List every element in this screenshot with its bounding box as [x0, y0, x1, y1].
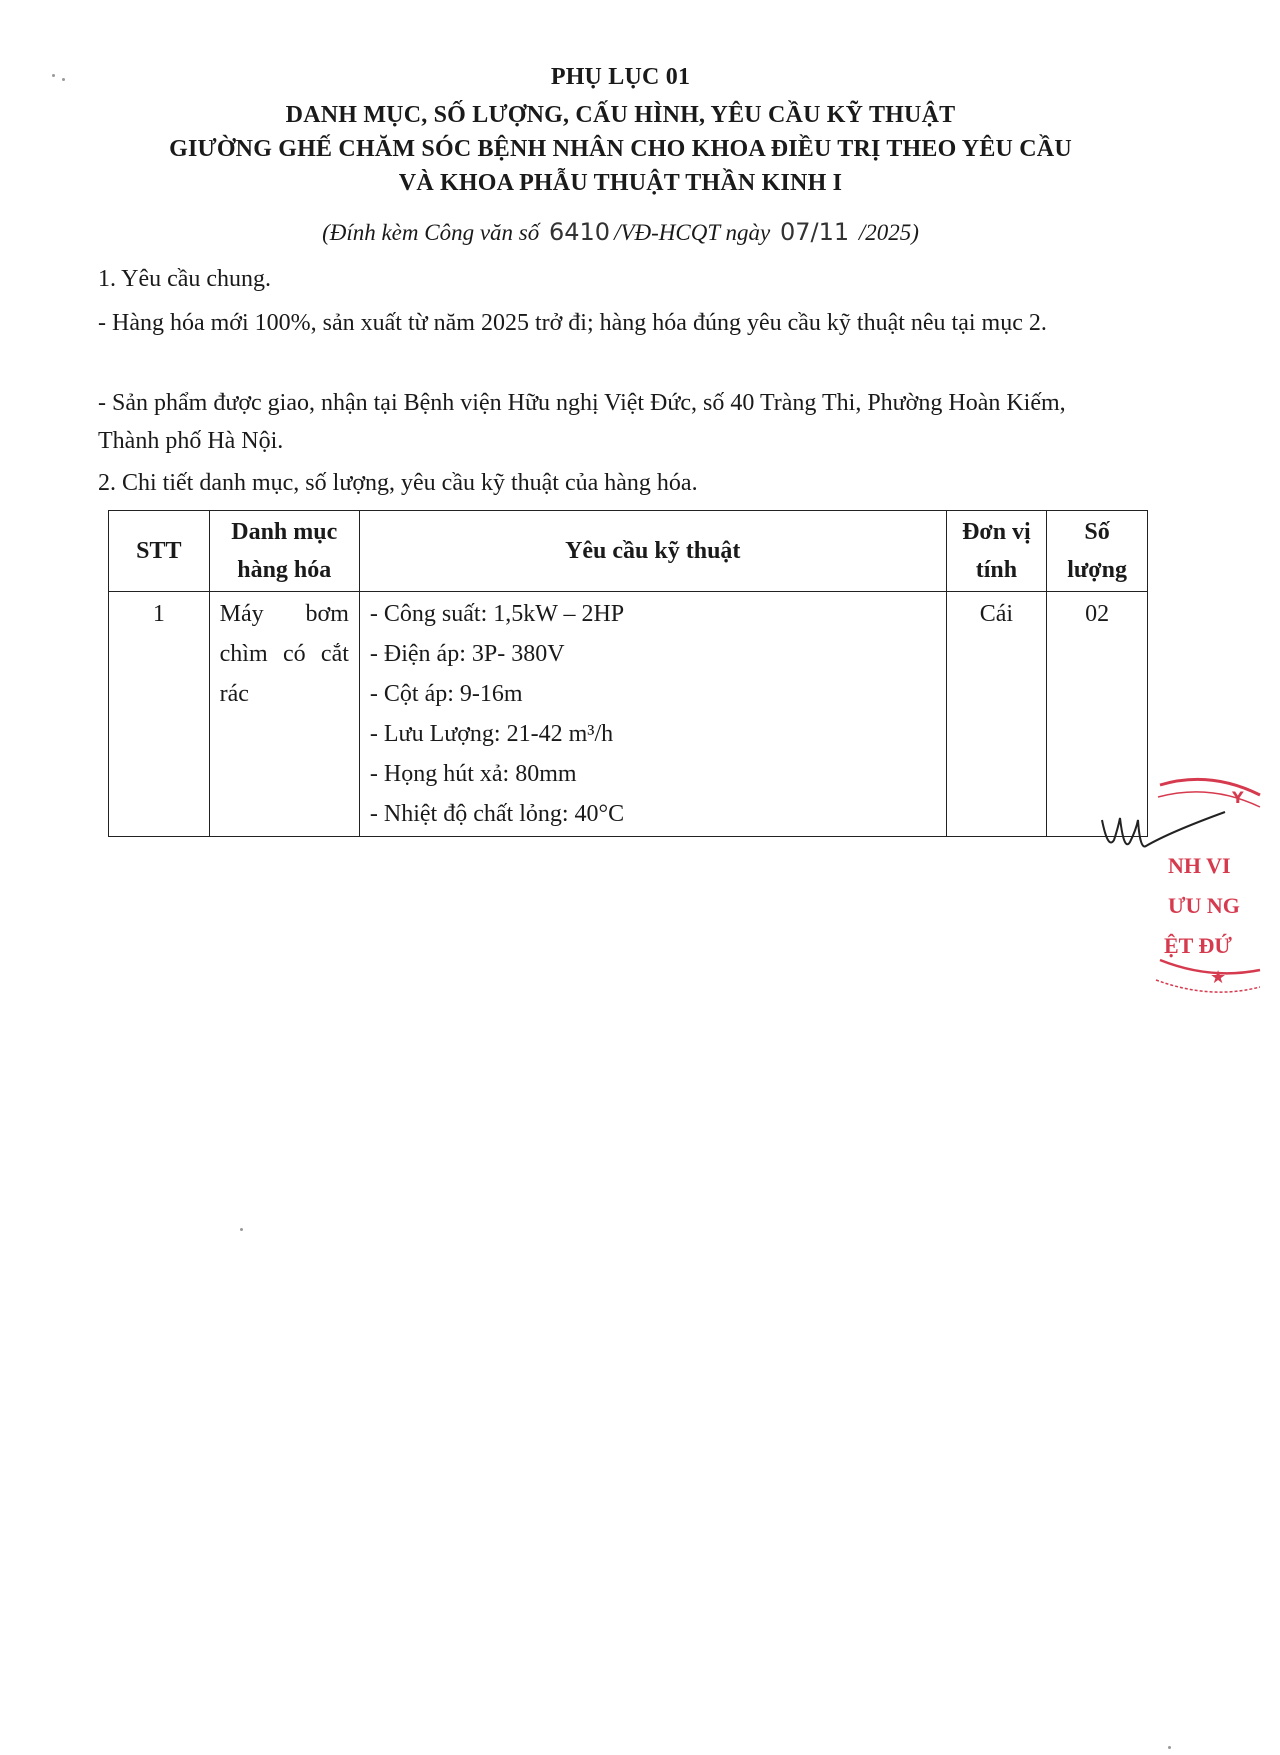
- req-flow: - Lưu Lượng: 21-42 m³/h: [369, 721, 614, 747]
- req-head: - Cột áp: 9-16m: [369, 681, 523, 707]
- header-unit-1: Đơn vị: [962, 519, 1031, 545]
- req-power: - Công suất: 1,5kW – 2HP: [369, 601, 625, 627]
- header-quantity: [1047, 511, 1148, 592]
- cell-quantity: 02: [1047, 592, 1148, 837]
- reference-line: [0, 218, 1241, 246]
- header-qty-2: lượng: [1067, 557, 1127, 583]
- heading-line-2: GIƯỜNG GHẾ CHĂM SÓC BỆNH NHÂN CHO KHOA ĐIỀU TRỊ THEO YÊU CẦU: [169, 136, 1072, 162]
- scan-speck: [240, 1228, 243, 1231]
- cell-stt: 1: [109, 592, 210, 837]
- header-item-name: [209, 511, 359, 592]
- ref-year: /2025): [858, 220, 919, 245]
- table-row: [109, 592, 1148, 837]
- cell-unit: Cái: [946, 592, 1047, 837]
- header-stt: STT: [109, 511, 210, 592]
- ref-date: 07/11: [779, 218, 850, 246]
- seal-text-1: NH VI: [1168, 853, 1231, 878]
- paragraph-goods: - Hàng hóa mới 100%, sản xuất từ năm 2025 trở đi; hàng hóa đúng yêu cầu kỹ thuật nêu tại mục 2.: [98, 310, 1047, 336]
- seal-text-3: ỆT ĐỨ: [1164, 933, 1232, 958]
- cell-requirements: [359, 592, 946, 837]
- ref-prefix: (Đính kèm Công văn số: [322, 220, 540, 245]
- header-unit: [946, 511, 1047, 592]
- svg-text:Y: Y: [1232, 788, 1244, 807]
- paragraph-delivery: - Sản phẩm được giao, nhận tại Bệnh viện Hữu nghị Việt Đức, số 40 Tràng Thi, Phường Hoàn Kiếm, Thành phố Hà Nội.: [98, 390, 1066, 454]
- header-item-name-2: hàng hóa: [237, 557, 332, 583]
- req-temperature: - Nhiệt độ chất lỏng: 40°C: [369, 801, 625, 827]
- table-header-row: [109, 511, 1148, 592]
- signature-icon: [1100, 810, 1230, 860]
- req-voltage: - Điện áp: 3P- 380V: [369, 641, 565, 667]
- scan-speck: [52, 74, 55, 77]
- section-2-heading: 2. Chi tiết danh mục, số lượng, yêu cầu kỹ thuật của hàng hóa.: [98, 470, 698, 496]
- ref-number: 6410: [549, 218, 611, 246]
- req-outlet: - Họng hút xả: 80mm: [369, 761, 577, 787]
- spec-table: [108, 510, 1148, 837]
- appendix-title: PHỤ LỤC 01: [550, 64, 691, 90]
- seal-text-2: ƯU NG: [1168, 893, 1240, 918]
- scan-speck: [1168, 1746, 1171, 1749]
- svg-text:★: ★: [1210, 967, 1227, 988]
- ref-code: /VĐ-HCQT ngày: [614, 220, 771, 245]
- section-1-heading: 1. Yêu cầu chung.: [98, 266, 272, 292]
- cell-item-name: Máy bơm chìm có cắt rác: [209, 592, 359, 837]
- header-item-name-1: Danh mục: [231, 519, 338, 545]
- heading-line-3: VÀ KHOA PHẪU THUẬT THẦN KINH I: [398, 170, 843, 196]
- header-qty-1: Số: [1084, 519, 1110, 545]
- scan-speck: [62, 78, 65, 81]
- heading-line-1: DANH MỤC, SỐ LƯỢNG, CẤU HÌNH, YÊU CẦU KỸ THUẬT: [285, 102, 956, 128]
- header-requirements: Yêu cầu kỹ thuật: [359, 511, 946, 592]
- header-unit-2: tính: [975, 557, 1018, 583]
